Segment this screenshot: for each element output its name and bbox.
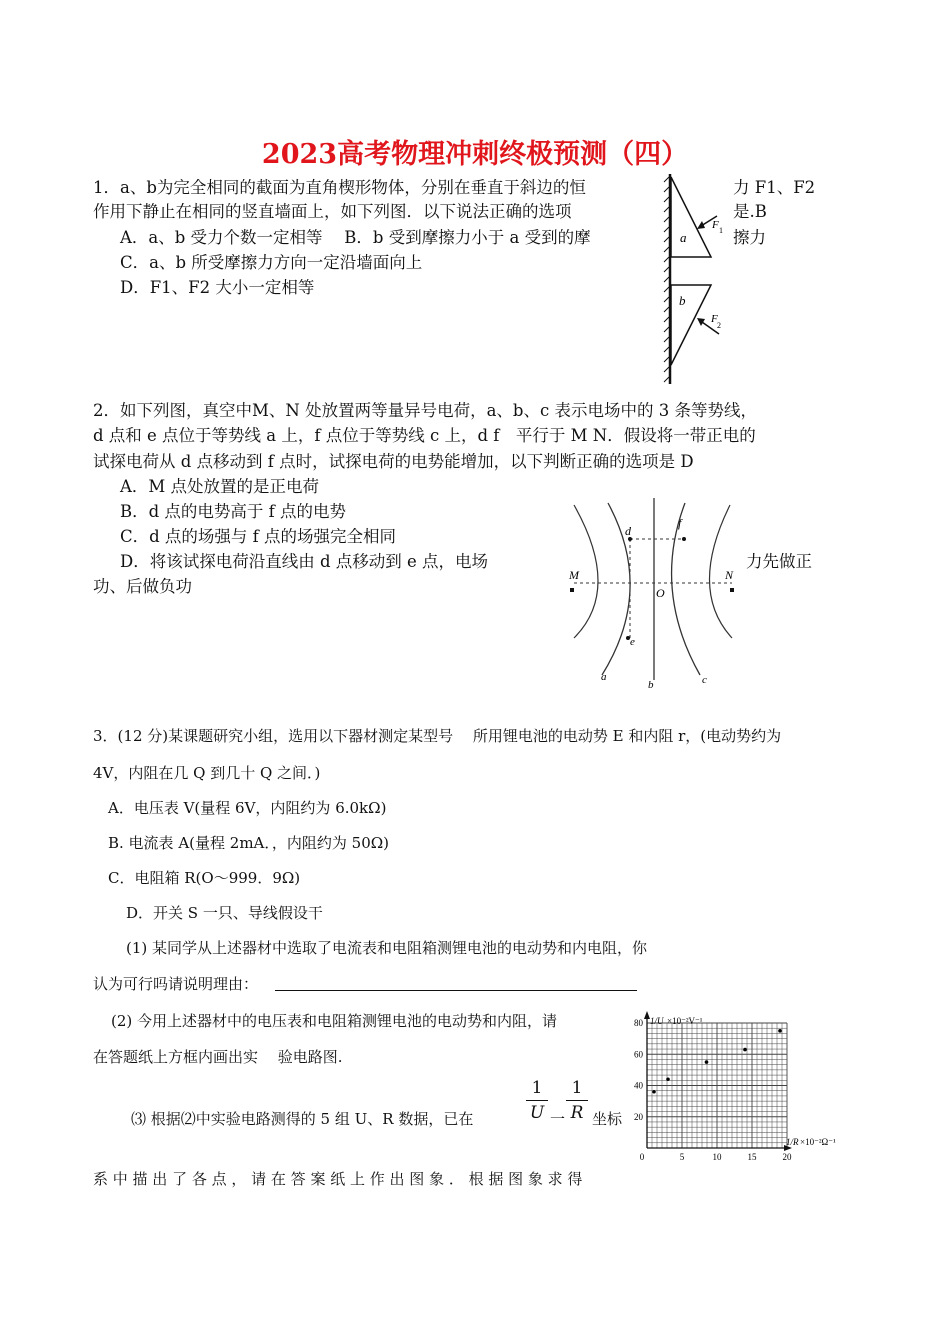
y-tick-label: 80 bbox=[634, 1018, 643, 1028]
q3-option-d: D．开关 S 一只、导线假设干 bbox=[126, 904, 323, 922]
page-title: 2023高考物理冲刺终极预测（四） bbox=[261, 139, 689, 170]
fraction-numerator-r: 1 bbox=[571, 1078, 583, 1098]
q3-option-b: B. 电流表 A(量程 2mA．，内阻约为 50Ω) bbox=[108, 834, 390, 852]
fraction-denominator-u: U bbox=[529, 1103, 545, 1123]
q3-part3-end: 坐标 bbox=[592, 1110, 623, 1128]
wedge-a bbox=[671, 177, 711, 257]
q1-wedge-figure bbox=[655, 172, 740, 387]
q2-option-c: C．d 点的场强与 f 点的场强完全相同 bbox=[120, 527, 397, 546]
q2-field-figure bbox=[560, 495, 750, 695]
graph-grid bbox=[647, 1023, 787, 1148]
fraction-numerator: 1 bbox=[531, 1078, 543, 1098]
wedge-a-label: a bbox=[680, 230, 687, 245]
label-f: f bbox=[678, 516, 682, 530]
x-tick-label: 10 bbox=[712, 1152, 722, 1162]
y-axis-unit: ×10⁻²V⁻¹ bbox=[667, 1016, 703, 1026]
q3-line2: 4V，内阻在几 Q 到几十 Q 之间．) bbox=[93, 764, 321, 782]
y-axis-symbol: 1/U bbox=[650, 1016, 664, 1026]
f2-subscript: 2 bbox=[717, 321, 721, 330]
q1-option-a-right: 擦力 bbox=[733, 228, 766, 247]
f1-subscript: 1 bbox=[719, 226, 723, 235]
q3-part4: 系 中 描 出 了 各 点 ， 请 在 答 案 纸 上 作 出 图 象 ． 根 据 图 象 求 得 bbox=[93, 1170, 583, 1188]
q2-option-d: D．将该试探电荷沿直线由 d 点移动到 e 点，电场 bbox=[120, 552, 489, 571]
label-m: M bbox=[569, 568, 579, 582]
fraction-1-over-r bbox=[566, 1078, 588, 1123]
label-d: d bbox=[625, 524, 631, 538]
x-tick-label: 20 bbox=[782, 1152, 792, 1162]
x-axis-symbol: 1/R bbox=[786, 1137, 799, 1147]
q2-option-d-right: 力先做正 bbox=[746, 552, 812, 571]
q2-option-b: B．d 点的电势高于 f 点的电势 bbox=[120, 502, 347, 521]
label-b: b bbox=[648, 679, 654, 691]
q3-option-c: C．电阻箱 R(O～999．9Ω) bbox=[108, 869, 301, 887]
data-point bbox=[743, 1048, 747, 1052]
y-tick-label: 40 bbox=[634, 1080, 643, 1091]
wedge-b-label: b bbox=[679, 293, 686, 308]
equipotential-c bbox=[672, 503, 700, 675]
q3-part3: ⑶ 根据⑵中实验电路测得的 5 组 U、R 数据，已在 bbox=[131, 1110, 474, 1128]
f1-label: F bbox=[712, 219, 719, 231]
fraction-denominator-r: R bbox=[570, 1103, 584, 1123]
q3-part1-prompt: 认为可行吗请说明理由： bbox=[93, 975, 259, 993]
q1-line1: 1．a、b为完全相同的截面为直角楔形物体，分别在垂直于斜边的恒 bbox=[93, 178, 586, 197]
data-point bbox=[666, 1077, 670, 1081]
q1-line2-right: 是.B bbox=[733, 202, 767, 221]
q1-option-a: A．a、b 受力个数一定相等 B．b 受到摩擦力小于 a 受到的摩 bbox=[120, 228, 591, 247]
q3-option-a: A．电压表 V(量程 6V，内阻约为 6.0kΩ) bbox=[108, 799, 387, 817]
q1-line2: 作用下静止在相同的竖直墙面上，如下列图．以下说法正确的选项 bbox=[93, 202, 572, 221]
label-o: O bbox=[656, 586, 665, 600]
fraction-1-over-u bbox=[526, 1078, 548, 1123]
q2-line2: d 点和 e 点位于等势线 a 上，f 点位于等势线 c 上，d f 平行于 M N．假设将一带正电的 bbox=[93, 426, 756, 445]
f2-label: F bbox=[711, 313, 718, 325]
q3-line1: 3．(12 分)某课题研究小组，选用以下器材测定某型号 所用锂电池的电动势 E 和内阻 r，(电动势约为 bbox=[93, 727, 782, 745]
q1-line1-right: 力 F1、F2 bbox=[733, 178, 816, 197]
q2-option-d-cont: 功、后做负功 bbox=[93, 577, 192, 596]
x-tick-label: 5 bbox=[679, 1152, 685, 1162]
dash: 一 bbox=[550, 1110, 566, 1128]
q1-option-c: C．a、b 所受摩擦力方向一定沿墙面向上 bbox=[120, 253, 423, 272]
x-tick-label: 15 bbox=[747, 1152, 757, 1162]
q3-part2-cont: 在答题纸上方框内画出实 验电路图. bbox=[93, 1048, 343, 1066]
data-point bbox=[652, 1090, 656, 1094]
y-tick-label: 20 bbox=[634, 1111, 643, 1122]
q3-part1: (1) 某同学从上述器材中选取了电流表和电阻箱测锂电池的电动势和内电阻，你 bbox=[126, 939, 648, 957]
q2-option-a: A．M 点处放置的是正电荷 bbox=[120, 477, 320, 496]
label-n: N bbox=[725, 568, 734, 582]
data-point bbox=[705, 1060, 709, 1064]
answer-blank-line bbox=[275, 990, 637, 991]
y-tick-label: 60 bbox=[634, 1049, 643, 1060]
q3-graph bbox=[620, 1005, 845, 1165]
x-axis-unit: ×10⁻²Ω⁻¹ bbox=[800, 1137, 836, 1147]
x-tick-label: 0 bbox=[639, 1152, 645, 1162]
label-c: c bbox=[702, 674, 707, 686]
q2-line1: 2．如下列图，真空中M、N 处放置两等量异号电荷，a、b、c 表示电场中的 3 条等势线， bbox=[93, 401, 757, 420]
label-e: e bbox=[630, 636, 635, 648]
q1-option-d: D．F1、F2 大小一定相等 bbox=[120, 278, 315, 297]
q2-line3: 试探电荷从 d 点移动到 f 点时，试探电荷的电势能增加，以下判断正确的选项是 D bbox=[93, 452, 694, 471]
label-a: a bbox=[601, 671, 607, 683]
data-point bbox=[778, 1029, 782, 1033]
q3-part2: (2) 今用上述器材中的电压表和电阻箱测锂电池的电动势和内阻，请 bbox=[111, 1012, 558, 1030]
